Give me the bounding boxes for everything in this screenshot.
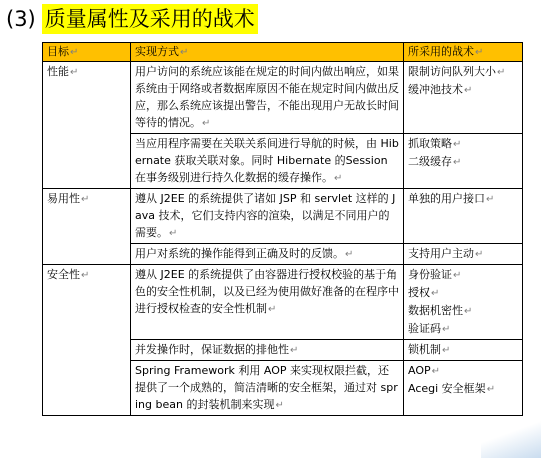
- table-header-row: [43, 43, 523, 62]
- goal-cell: 安全性 ↵: [43, 265, 131, 416]
- goal-cell: 易用性 ↵: [43, 189, 131, 265]
- tactics-cell: [404, 244, 523, 265]
- header-method: 实现方式 ↵: [131, 43, 404, 62]
- tactic-item: 抓取策略 ↵: [408, 135, 518, 153]
- quality-tactics-table: [42, 42, 523, 416]
- tactics-cell: [404, 340, 523, 361]
- tactic-item: 数据机密性 ↵: [408, 302, 518, 320]
- tactic-item: 单独的用户接口 ↵: [408, 190, 518, 208]
- tactic-item: Acegi 安全框架 ↵: [408, 380, 518, 398]
- method-cell: 遵从 J2EE 的系统提供了诸如 JSP 和 servlet 这样的 Java 技术，它们支持内容的渲染，以满足不同用户的需要。 ↵: [131, 189, 404, 244]
- header-tactics: 所采用的战术 ↵: [404, 43, 523, 62]
- tactic-item: 锁机制 ↵: [408, 341, 518, 359]
- section-heading: 质量属性及采用的战术: [42, 4, 258, 34]
- table-row: [43, 62, 523, 134]
- header-goal: 目标 ↵: [43, 43, 131, 62]
- tactic-item: AOP ↵: [408, 362, 518, 380]
- tactics-cell: [404, 361, 523, 416]
- tactic-item: 二级缓存 ↵: [408, 153, 518, 171]
- section-title: [4, 4, 258, 34]
- tactics-cell: [404, 265, 523, 340]
- tactic-item: 限制访问队列大小 ↵: [408, 63, 518, 81]
- method-cell: Spring Framework 利用 AOP 来实现权限拦截，还提供了一个成熟的，简洁清晰的安全框架，通过对 spring bean 的封装机制来实现 ↵: [131, 361, 404, 416]
- table-row: [43, 265, 523, 340]
- tactic-item: 身份验证 ↵: [408, 266, 518, 284]
- method-cell: 遵从 J2EE 的系统提供了由容器进行授权校验的基于角色的安全性机制，以及已经为使用做好准备的在程序中进行授权检查的安全性机制 ↵: [131, 265, 404, 340]
- method-cell: 用户访问的系统应该能在规定的时间内做出响应，如果系统由于网络或者数据库原因不能在规定时间内做出反应，那么系统应该提出警告，不能出现用户无故长时间等待的情况。 ↵: [131, 62, 404, 134]
- goal-cell: 性能 ↵: [43, 62, 131, 189]
- tactic-item: 授权 ↵: [408, 284, 518, 302]
- section-number: (3): [6, 7, 36, 31]
- tactic-item: 支持用户主动 ↵: [408, 245, 518, 263]
- tactics-cell: [404, 62, 523, 134]
- method-cell: 当应用程序需要在关联关系间进行导航的时候，由 Hibernate 获取关联对象。同时 Hibernate 的Session 在事务级别进行持久化数据的缓存操作。 ↵: [131, 134, 404, 189]
- slide-corner-decoration: [481, 418, 541, 458]
- table-row: [43, 189, 523, 244]
- tactics-cell: [404, 134, 523, 189]
- tactic-item: 验证码 ↵: [408, 320, 518, 338]
- tactic-item: 缓冲池技术 ↵: [408, 81, 518, 99]
- method-cell: 用户对系统的操作能得到正确及时的反馈。 ↵: [131, 244, 404, 265]
- tactics-cell: [404, 189, 523, 244]
- method-cell: 并发操作时，保证数据的排他性 ↵: [131, 340, 404, 361]
